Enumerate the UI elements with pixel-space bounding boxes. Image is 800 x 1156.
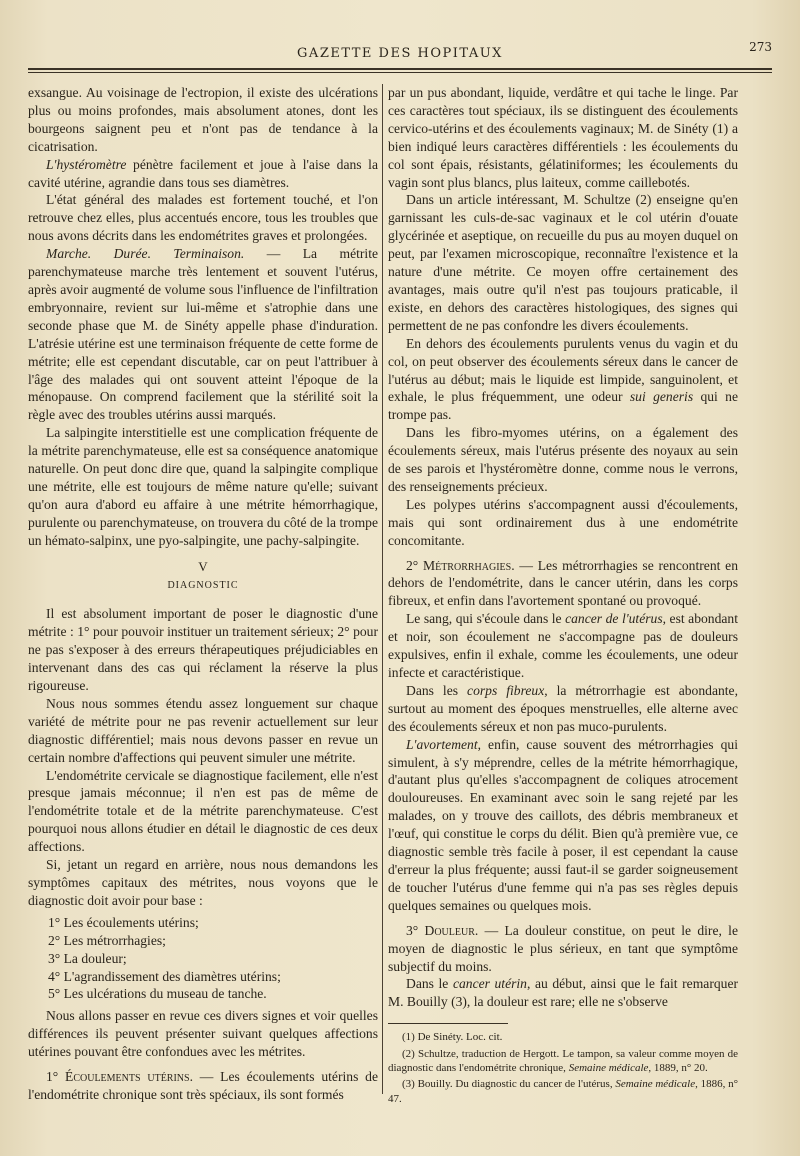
subsection-heading: 1° Écoulements utérins. bbox=[46, 1069, 193, 1085]
italic-term: cancer de l'utérus bbox=[565, 611, 663, 627]
paragraph: L'état général des malades est fortement touché, et l'on retrouve chez elles, plus accentués encore, tous les troubles que nous avons décrits dans les endométrites graves et prolongées. bbox=[28, 192, 378, 244]
paragraph: Il est absolument important de poser le diagnostic d'une métrite : 1° pour pouvoir instituer un traitement sérieux; 2° pour ne pas s'exposer à des erreurs thérapeutiques préjudiciables en intervenant dans des cas qui réclament la réserve la plus rigoureuse. bbox=[28, 606, 378, 693]
paragraph-text: — Les écoulements utérins de l'endométrite chronique sont très spéciaux, ils sont formés bbox=[28, 1069, 378, 1102]
section-number: V bbox=[198, 558, 208, 574]
paragraph: Nous allons passer en revue ces divers signes et voir quelles différences ils peuvent présenter suivant quelques affections utérines pouvant être confondues avec les métrites. bbox=[28, 1008, 378, 1060]
paragraph bbox=[28, 1068, 378, 1104]
paragraph-text: — La métrite parenchymateuse marche très lentement et souvent l'utérus, après avoir augmenté de volume sous l'influence de l'infiltration embryonnaire, revient sur lui-même et s'atrophie dans une seconde phase que M. de Sinéty appelle phase d'induration. L'atrésie utérine est une terminaison fréquente de cette forme de métrite; elle est cependant discutable, car on peut l'attribuer à l'âge des malades qui ont souvent atteint l'époque de la ménopause. On comprend facilement que la stérilité soit la règle avec des troubles utérins aussi marqués. bbox=[28, 246, 378, 423]
paragraph: Les polypes utérins s'accompagnent aussi d'écoulements, mais qui sont ordinairement dus à une endométrite concomitante. bbox=[388, 496, 738, 548]
paragraph-text: , enfin, cause souvent des métrorrhagies qui simulent, à s'y méprendre, celles de la métrite hémorrhagique, d'autant plus qu'elles s'accompagnent de coliques atrocement douloureuses. En examinant avec soin le sang rejeté par les malades, on y trouve des caillots, des débris membraneux et l'œuf, qui constitue le corps du délit. Bien qu'à première vue, ce diagnostic semble très facile à poser, il est cependant la cause d'erreur la plus fréquente; aussi faut-il se garder soigneusement de toucher l'utérus d'une femme qui n'a pas ses règles depuis quelques semaines ou quelques mois. bbox=[388, 736, 738, 913]
footnote bbox=[388, 1047, 738, 1076]
page-header bbox=[28, 40, 772, 80]
symptom-list bbox=[28, 914, 378, 1004]
italic-term: L'avortement bbox=[406, 736, 478, 752]
italic-term: sui generis bbox=[629, 389, 694, 405]
list-item: 2° Les métrorrhagies; bbox=[48, 932, 166, 948]
right-column bbox=[388, 84, 738, 1108]
header-rule-thin bbox=[28, 72, 772, 73]
column-divider bbox=[382, 84, 383, 1094]
paragraph: exsangue. Au voisinage de l'ectropion, il existe des ulcérations plus ou moins profondes, mais absolument atones, dont les bourgeons saignent peu et n'ont pas de tendance à la cicatrisation. bbox=[28, 85, 378, 154]
left-column bbox=[28, 84, 378, 1104]
paragraph: La salpingite interstitielle est une complication fréquente de la métrite parenchymateuse, elle est sa conséquence anatomique naturelle. On peut donc dire que, quand la salpingite complique une métrite, elle est toujours de même nature qu'elle; suivant qu'on aura d'abord eu affaire à une métrite hémorrhagique, purulente ou parenchymateuse, on trouvera du côté de la trompe un hémato-salpinx, une pyo-salpingite, une pachy-salpingite. bbox=[28, 425, 378, 548]
footnotes bbox=[388, 1030, 738, 1106]
paragraph-text: pénètre facilement et joue à l'aise dans la cavité utérine, agrandie dans tous ses diamètres. bbox=[28, 156, 378, 190]
paragraph-text: , est abondant et noir, son écoulement ne s'accompagne pas de douleurs expulsives, enfin il exhale, comme les écoulements, une odeur infecte et caractéristique. bbox=[388, 611, 738, 680]
footnote-text: , 1889, n° 20. bbox=[648, 1062, 708, 1075]
paragraph: Dans les fibro-myomes utérins, on a également des écoulements séreux, mais l'utérus présente des noyaux au sein de ses parois et l'hystéromètre donne, comme nous le verrons, des renseignements précieux. bbox=[388, 425, 738, 494]
subsection-heading: 2° Métrorrhagies. bbox=[406, 557, 515, 573]
paragraph: Nous nous sommes étendu assez longuement sur chaque variété de métrite pour ne pas revenir actuellement sur leur diagnostic différentiel; mais nous devons passer en revue un certain nombre d'affections qui peuvent simuler une métrite. bbox=[28, 695, 378, 765]
paragraph bbox=[28, 156, 378, 192]
paragraph bbox=[28, 245, 378, 424]
footnote: (1) De Sinéty. Loc. cit. bbox=[402, 1031, 503, 1044]
paragraph bbox=[388, 335, 738, 425]
list-item: 3° La douleur; bbox=[48, 950, 127, 966]
paragraph-text: Le sang, qui s'écoule dans le bbox=[406, 611, 566, 627]
paragraph bbox=[388, 610, 738, 682]
paragraph-text: Dans les bbox=[406, 682, 468, 698]
footnote-italic: Semaine médicale bbox=[615, 1078, 696, 1091]
footnote-italic: Semaine médicale bbox=[568, 1062, 649, 1075]
footnote bbox=[388, 1077, 738, 1106]
list-item: 5° Les ulcérations du museau de tanche. bbox=[48, 986, 267, 1002]
paragraph-text: Dans le bbox=[406, 976, 453, 992]
paragraph-text: — Les métrorrhagies se rencontrent en dehors de l'endométrite, dans le cancer utérin, dans les corps fibreux, et enfin dans l'avortement spontané ou provoqué. bbox=[388, 557, 738, 609]
paragraph-text: , la métrorrhagie est abondante, surtout au moment des époques menstruelles, elle alterne avec des écoulements séreux et non pas muco-purulents. bbox=[388, 682, 738, 734]
footnote-text: (2) Schultze, traduction de Hergott. Le tampon, sa valeur comme moyen de diagnostic dans l'endométrite chronique, bbox=[388, 1047, 738, 1075]
italic-term: corps fibreux bbox=[467, 682, 545, 698]
paragraph: Si, jetant un regard en arrière, nous nous demandons les symptômes capitaux des métrites, nous voyons que le diagnostic doit avoir pour base : bbox=[28, 857, 378, 908]
paragraph bbox=[388, 975, 738, 1011]
italic-term: L'hystéromètre bbox=[46, 156, 127, 172]
paragraph: Dans un article intéressant, M. Schultze (2) enseigne qu'en garnissant les culs-de-sac vaginaux et le col utérin d'ouate glycérinée et aseptique, on recueille du pus au moyen duquel on peut, par l'examen microscopique, reconnaître l'existence et la nature d'une métrite. Ce moyen offre certainement des avantages, mais outre qu'il n'est pas toujours praticable, il existe, en dehors des caractères histologiques, des signes qui permettent de ne pas confondre les divers écoulements. bbox=[388, 192, 738, 333]
paragraph bbox=[388, 682, 738, 736]
journal-title: GAZETTE DES HOPITAUX bbox=[297, 46, 503, 61]
paragraph-text: qui ne trompe pas. bbox=[388, 389, 739, 423]
paragraph bbox=[388, 922, 738, 976]
footnote-text: , 1886, n° 47. bbox=[388, 1078, 738, 1105]
paragraph-text: — La douleur constitue, on peut le dire, le moyen de diagnostic le plus sérieux, en tant que symptôme subjectif du moins. bbox=[388, 922, 738, 974]
paragraph-text: , au début, ainsi que le fait remarquer M. Bouilly (3), la douleur est rare; elle ne s'observe bbox=[388, 976, 738, 1010]
footnote-rule bbox=[388, 1023, 508, 1024]
subsection-heading: 3° Douleur. bbox=[406, 922, 479, 938]
list-item: 4° L'agrandissement des diamètres utérins; bbox=[48, 968, 281, 984]
footnote-text: (3) Bouilly. Du diagnostic du cancer de l'utérus, bbox=[402, 1078, 616, 1091]
list-item: 1° Les écoulements utérins; bbox=[48, 914, 199, 930]
paragraph-text: En dehors des écoulements purulents venus du vagin et du col, on peut observer des écoulements séreux dans le cancer de l'utérus au début; mais le liquide est limpide, sanguinolent, et exhale, le plus fréquemment, une odeur bbox=[388, 335, 738, 405]
paragraph bbox=[388, 557, 738, 611]
paragraph bbox=[388, 736, 738, 915]
italic-term: cancer utérin bbox=[452, 976, 527, 992]
header-rule bbox=[28, 68, 772, 70]
italic-subheading: Marche. Durée. Terminaison. bbox=[46, 246, 245, 262]
section-title: DIAGNOSTIC bbox=[167, 580, 239, 592]
paragraph: L'endométrite cervicale se diagnostique facilement, elle n'est presque jamais méconnue; il n'en est pas de même de l'endométrite totale et de la métrite parenchymateuse. C'est pourquoi nous allons étudier en détail le diagnostic de ces deux affections. bbox=[28, 767, 378, 855]
paragraph: par un pus abondant, liquide, verdâtre et qui tache le linge. Par ces caractères tout spéciaux, ils se distinguent des écoulements cervico-utérins et des écoulements vaginaux; M. de Sinéty (1) a bien indiqué leurs caractères différentiels : les écoulements du col sont épais, résistants, gélatiniformes; les écoulements du vagin sont plus blancs, plus laiteux, comme caillebotés. bbox=[388, 85, 738, 190]
page-number: 273 bbox=[749, 40, 772, 54]
